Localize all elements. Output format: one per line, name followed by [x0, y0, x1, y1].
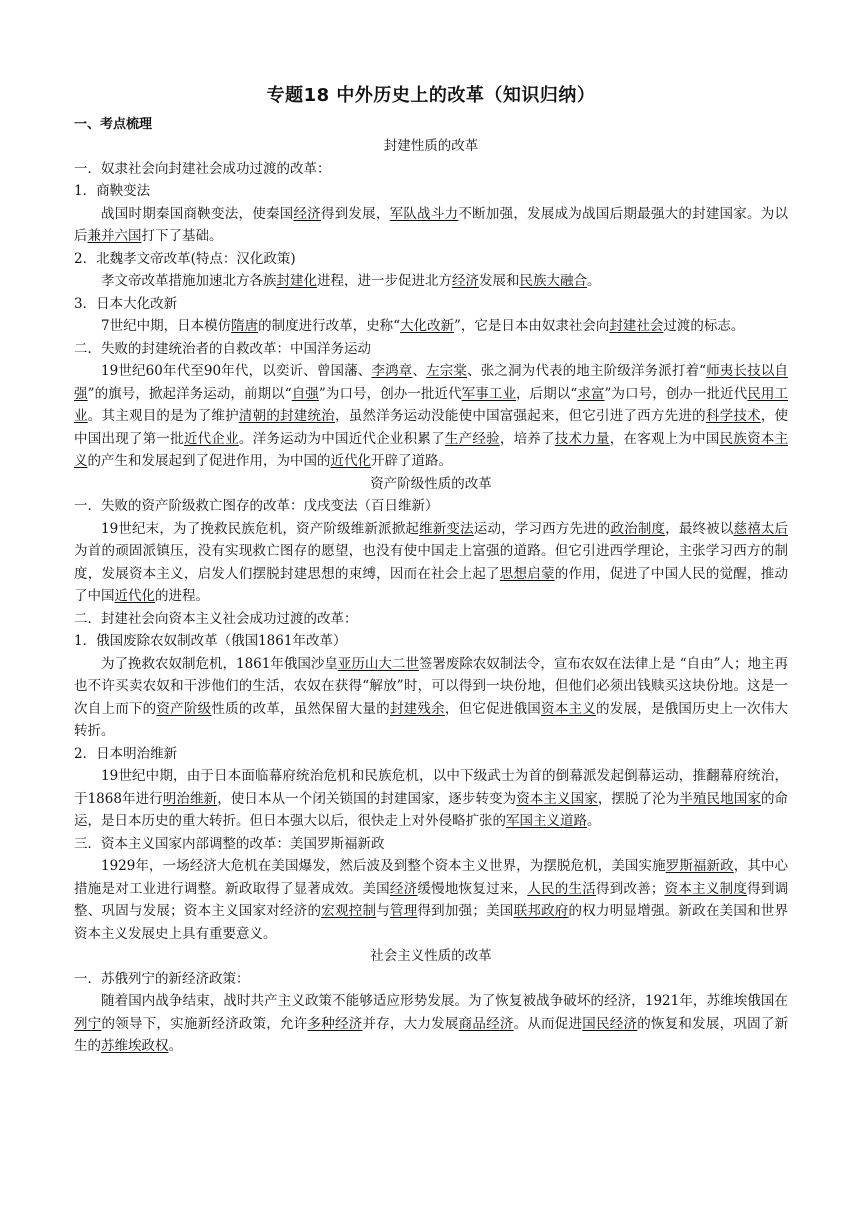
paragraph: 1929年，一场经济大危机在美国爆发，然后波及到整个资本主义世界，为摆脱危机，美国实施罗斯福新政，其中心措施是对工业进行调整。新政取得了显著成效。美国经济缓慢地恢复过来，人民的生活得到改善；资本主义制度得到调整、巩固与发展；资本主义国家对经济的宏观控制与管理得到加强；美国联邦政府的权力明显增强。新政在美国和世界资本主义发展史上具有重要意义。 [74, 858, 789, 942]
subheading: 一．失败的资产阶级救亡图存的改革：戊戌变法（百日维新） [74, 498, 439, 514]
key-term: 管理 [389, 903, 418, 919]
paragraph: 19世纪中期，由于日本面临幕府统治危机和民族危机，以中下级武士为首的倒幕派发起倒幕运动，推翻幕府统治，于1868年进行明治维新，使日本从一个闭关锁国的封建国家，逐步转变为资本主义国家，摆脱了沦为半殖民地国家的命运，是日本历史的重大转折。但日本强大以后，很快走上对外侵略扩张的军国主义道路。 [74, 768, 789, 829]
section-title-bourgeois: 资产阶级性质的改革 [370, 475, 492, 492]
paragraph: 随着国内战争结束，战时共产主义政策不能够适应形势发展。为了恢复被战争破坏的经济，1921年，苏维埃俄国在列宁的领导下，实施新经济政策，允许多种经济并存，大力发展商品经济。从而促进国民经济的恢复和发展，巩固了新生的苏维埃政权。 [74, 993, 789, 1054]
subheading: 二．封建社会向资本主义社会成功过渡的改革： [74, 610, 358, 627]
key-term: 经济 [452, 273, 479, 289]
key-term: 封建社会 [609, 318, 664, 334]
key-term: 多种经济 [307, 1015, 363, 1032]
document-page [74, 84, 788, 1058]
page-title: 专题18 中外历史上的改革（知识归纳） [266, 85, 596, 106]
key-term: 明治维新 [162, 790, 218, 807]
key-term: 生产经验 [444, 430, 500, 447]
item-heading: 2．北魏孝文帝改革(特点：汉化政策) [74, 250, 296, 267]
key-term: 清朝的封建统治 [238, 408, 335, 424]
item-heading: 2．日本明治维新 [74, 745, 178, 762]
key-term: 资本主义制度 [664, 880, 748, 897]
key-term: 军队战斗力 [389, 205, 459, 222]
item-heading: 3．日本大化改新 [74, 295, 178, 312]
subheading: 三．资本主义国家内部调整的改革：美国罗斯福新政 [74, 835, 385, 852]
key-term: 封建化 [276, 273, 317, 289]
key-term: 民用工业 [74, 385, 789, 424]
key-term: 民族资本主义 [74, 430, 789, 469]
key-term: 人民的生活 [527, 880, 596, 897]
paragraph: 为了挽救农奴制危机，1861年俄国沙皇亚历山大二世签署废除农奴制法令，宣布农奴在法律上是 “自由”人；地主再也不许买卖农奴和干涉他们的生活，农奴在获得“解放”时，可以得到一块份地，但他们必须出钱赎买这块份地。这是一次自上而下的资产阶级性质的改革，虽然保留大量的封建残余，但它促进俄国资本主义的发展，是俄国历史上一次伟大转折。 [74, 655, 789, 739]
key-term: 慈禧太后 [733, 520, 789, 537]
subheading: 二．失败的封建统治者的自救改革：中国洋务运动 [74, 340, 371, 357]
section-title-socialist: 社会主义性质的改革 [370, 948, 492, 964]
key-term: 近代化 [114, 588, 155, 604]
item-heading: 1．商鞅变法 [74, 183, 151, 199]
key-term: 列宁 [74, 1015, 102, 1032]
key-term: 维新变法 [419, 520, 474, 537]
key-term: 近代化 [330, 453, 371, 469]
section-heading: 一、考点梳理 [74, 117, 153, 132]
key-term: 半殖民地国家 [679, 790, 761, 807]
key-term: 民族大融合 [519, 273, 587, 289]
key-term: 封建残余 [389, 700, 445, 717]
paragraph: 孝文帝改革措施加速北方各族封建化进程，进一步促进北方经济发展和民族大融合。 [101, 273, 601, 289]
paragraph: 19世纪末，为了挽救民族危机，资产阶级维新派掀起维新变法运动，学习西方先进的政治制度，最终被以慈禧太后为首的顽固派镇压，没有实现救亡图存的愿望，也没有使中国走上富强的道路。但它引进西学理论，主张学习西方的制度，发展资本主义，启发人们摆脱封建思想的束缚，因而在社会上起了思想启蒙的作用，促进了中国人民的觉醒，推动了中国近代化的进程。 [74, 520, 789, 604]
key-term: 联邦政府 [513, 903, 569, 919]
paragraph: 7世纪中期，日本模仿隋唐的制度进行改革，史称“大化改新”，它是日本由奴隶社会向封建社会过渡的标志。 [101, 318, 745, 334]
key-term: 科学技术 [705, 408, 761, 424]
key-term: 师夷长技以自强 [74, 363, 789, 402]
key-term: 亚历山大二世 [337, 655, 419, 672]
key-term: 罗斯福新政 [665, 858, 734, 874]
subheading: 一．奴隶社会向封建社会成功过渡的改革： [74, 160, 331, 177]
key-term: 思想启蒙 [499, 565, 555, 582]
key-term: 政治制度 [610, 520, 666, 537]
key-term: 资本主义 [541, 700, 596, 717]
key-term: 兼并六国 [87, 228, 142, 244]
item-heading: 1．俄国废除农奴制改革（俄国1861年改革） [74, 633, 347, 649]
key-term: 李鸿章 [371, 363, 413, 379]
key-term: 技术力量 [554, 430, 610, 447]
key-term: 近代企业 [183, 430, 239, 447]
paragraph: 战国时期秦国商鞅变法，使秦国经济得到发展，军队战斗力不断加强，发展成为战国后期最强大的封建国家。为以后兼并六国打下了基础。 [74, 205, 789, 244]
key-term: 宏观控制 [321, 903, 377, 919]
key-term: 资本主义国家 [516, 790, 598, 807]
key-term: 左宗棠 [426, 363, 468, 379]
key-term: 资产阶级 [156, 700, 212, 717]
key-term: 经济 [389, 880, 418, 897]
key-term: 隋唐 [231, 318, 259, 334]
paragraph: 19世纪60年代至90年代，以奕䜣、曾国藩、李鸿章、左宗棠、张之洞为代表的地主阶级洋务派打着“师夷长技以自强”的旗号，掀起洋务运动，前期以“自强”为口号，创办一批近代军事工业，后期以“求富”为口号，创办一批近代民用工业。其主观目的是为了维护清朝的封建统治，虽然洋务运动没能使中国富强起来，但它引进了西方先进的科学技术，使中国出现了第一批近代企业。洋务运动为中国近代企业积累了生产经验，培养了技术力量，在客观上为中国民族资本主义的产生和发展起到了促进作用，为中国的近代化开辟了道路。 [74, 363, 789, 469]
key-term: 国民经济 [582, 1015, 638, 1032]
key-term: 求富 [577, 385, 605, 402]
key-term: 军国主义道路 [506, 813, 587, 829]
subheading: 一．苏俄列宁的新经济政策： [74, 970, 250, 987]
key-term: 经济 [293, 205, 321, 222]
key-term: 苏维埃政权 [101, 1038, 169, 1054]
key-term: 商品经济 [458, 1015, 514, 1032]
section-title-feudal: 封建性质的改革 [383, 138, 479, 154]
key-term: 大化改新 [400, 318, 454, 334]
key-term: 自强 [291, 385, 319, 402]
key-term: 军事工业 [461, 385, 517, 402]
